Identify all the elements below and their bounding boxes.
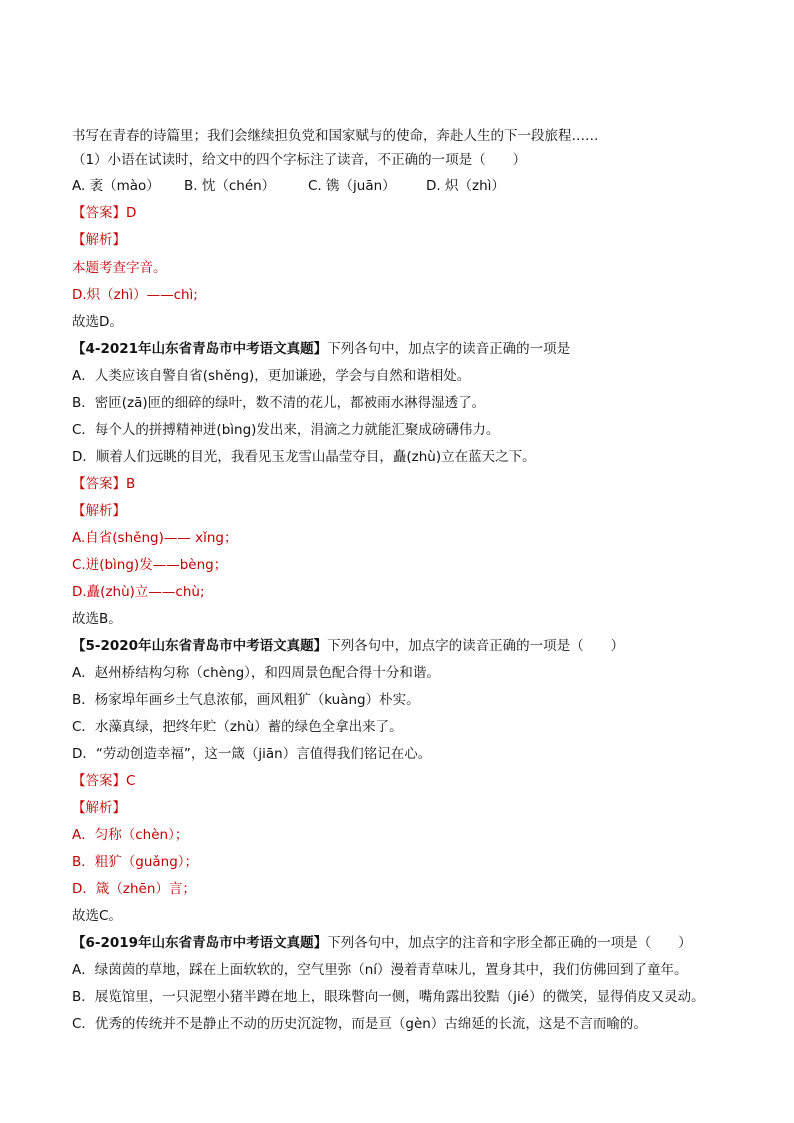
answer-label: 【答案】B (72, 476, 136, 492)
question-5-option-c: C．水藻真绿，把终年贮（zhù）蓄的绿色全拿出来了。 (72, 719, 403, 735)
analysis-text: B．粗犷（guǎng）； (72, 854, 199, 870)
option-d: D. 炽（zhì） (426, 178, 505, 194)
question-6-option-b: B．展览馆里，一只泥塑小猪半蹲在地上，眼珠瞥向一侧，嘴角露出狡黠（jié）的微笑，显得俏皮又灵动。 (72, 989, 705, 1005)
question-6 (72, 933, 738, 953)
passage-ending: 书写在青春的诗篇里；我们会继续担负党和国家赋与的使命，奔赴人生的下一段旅程…… (72, 128, 599, 144)
question-5-option-d: D．“劳动创造幸福”，这一箴（jiān）言值得我们铭记在心。 (72, 746, 432, 762)
analysis-text: D．箴（zhēn）言； (72, 881, 196, 897)
question-source-header: 【5-2020年山东省青岛市中考语文真题】 (72, 638, 328, 654)
question-4 (72, 339, 738, 359)
option-a: A. 袤（mào） (72, 178, 160, 194)
conclusion-text: 故选D。 (72, 314, 123, 330)
analysis-text: D.炽（zhì）——chì; (72, 287, 198, 303)
question-5-option-a: A．赵州桥结构匀称（chèng），和四周景色配合得十分和谐。 (72, 665, 440, 681)
question-5 (72, 636, 738, 656)
conclusion-text: 故选C。 (72, 908, 122, 924)
question-6-option-a: A．绿茵茵的草地，踩在上面软软的，空气里弥（ní）漫着青草味儿，置身其中，我们仿佛回到了童年。 (72, 962, 688, 978)
option-c: C. 镌（juān） (308, 178, 396, 194)
analysis-label: 【解析】 (72, 503, 126, 519)
question-4-option-b: B．密匝(zā)匝的细碎的绿叶，数不清的花儿，都被雨水淋得湿透了。 (72, 395, 486, 411)
question-1: （1）小语在试读时，给文中的四个字标注了读音，不正确的一项是（ ） (72, 152, 527, 168)
analysis-label: 【解析】 (72, 232, 126, 248)
analysis-text: D.矗(zhù)立——chù; (72, 584, 205, 600)
analysis-text: A．匀称（chèn）； (72, 827, 189, 843)
question-source-header: 【6-2019年山东省青岛市中考语文真题】 (72, 935, 328, 951)
question-stem: 下列各句中，加点字的读音正确的一项是 (327, 341, 571, 357)
conclusion-text: 故选B。 (72, 611, 122, 627)
analysis-label: 【解析】 (72, 800, 126, 816)
question-4-option-a: A．人类应该自警自省(shěng)，更加谦逊，学会与自然和谐相处。 (72, 368, 471, 384)
analysis-text: 本题考查字音。 (72, 260, 167, 276)
question-source-header: 【4-2021年山东省青岛市中考语文真题】 (72, 341, 328, 357)
option-b: B. 忱（chén） (184, 178, 276, 194)
analysis-text: A.自省(shěng)—— xǐng； (72, 530, 238, 546)
question-6-option-c: C．优秀的传统并不是静止不动的历史沉淀物，而是亘（gèn）古绵延的长流，这是不言而喻的。 (72, 1016, 647, 1032)
question-4-option-c: C．每个人的拼搏精神迸(bìng)发出来，涓滴之力就能汇聚成磅礴伟力。 (72, 422, 500, 438)
analysis-text: C.迸(bìng)发——bèng； (72, 557, 228, 573)
answer-label: 【答案】C (72, 773, 136, 789)
question-stem: 下列各句中，加点字的注音和字形全都正确的一项是（ ） (327, 935, 692, 951)
question-5-option-b: B．杨家埠年画乡土气息浓郁，画风粗犷（kuàng）朴实。 (72, 692, 420, 708)
answer-label: 【答案】D (72, 205, 137, 221)
question-4-option-d: D．顺着人们远眺的目光，我看见玉龙雪山晶莹夺目，矗(zhù)立在蓝天之下。 (72, 449, 536, 465)
question-stem: 下列各句中，加点字的读音正确的一项是（ ） (327, 638, 625, 654)
